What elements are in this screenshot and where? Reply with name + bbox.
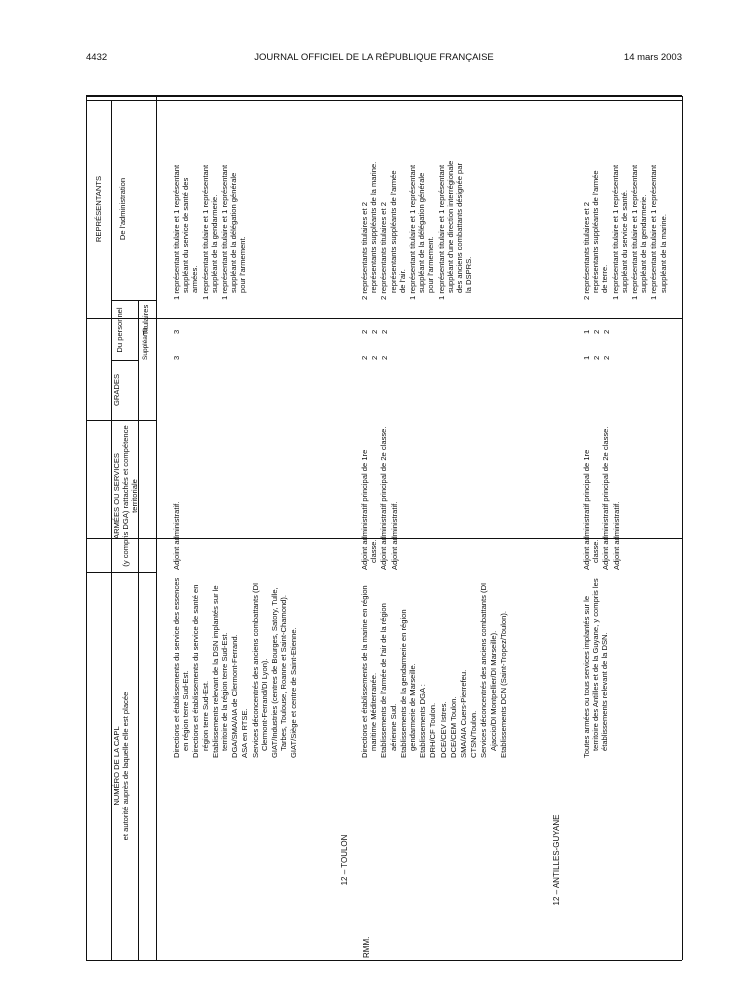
capl-heading: NUMÉRO DE LA CAPL et autorité auprès de laquelle elle est placée bbox=[112, 691, 130, 841]
row1-armees: Directions et établissements du service des essences en région terre Sud-Est. Directions et établissements du service de santé en région terre Sud-Est. Etablissements relevant de la DSN implantés sur le territoire de la région terre Sud-Est. DGA/SMA/AIA de Clermont-Ferrand. ASA en RTSE. Services déconcentrés des anciens combattants (DI Clermont-Ferrand/DI Lyon). GIAT/Industries (centres de Bourges, Satory, Tulle, Tarbes, Toulouse, Roanne et Saint-Chamond). GIAT/Siège et centre de Saint-Etienne. bbox=[172, 577, 299, 758]
row1-grades: Adjoint administratif. bbox=[172, 501, 181, 570]
row2-authority: RMM. bbox=[362, 936, 371, 958]
row3-suppleants: 1 2 2 bbox=[582, 329, 612, 334]
representants-heading: REPRÉSENTANTS bbox=[94, 175, 103, 243]
row2-suppleants: 2 2 2 bbox=[360, 329, 390, 334]
publication-date: 14 mars 2003 bbox=[623, 52, 682, 63]
row1-titulaires: 3 bbox=[172, 355, 181, 360]
du-personnel-heading: Du personnel bbox=[115, 307, 124, 353]
page-number: 4432 bbox=[86, 52, 108, 63]
row2-armees: Directions et établissements de la marine en région maritime Méditerranée. Etablissements de l'armée de l'air de la région aérienne Sud. Etablissements de la gendarmerie en région gendarmerie de Marseille. Etablissements DGA : DRH/CF Toulon. DCE/CEV Istres. DCE/CEM Toulon. SMA/AIA Cuers-Pierrefeu. CTSN/Toulon. Services déconcentrés des anciens combattants (DI Ajaccio/DI Montpellier/DI Marseille). Etablissements DCN (Saint-Tropez/Toulon). bbox=[360, 582, 508, 758]
row2-titulaires: 2 2 2 bbox=[360, 355, 390, 360]
journal-title: JOURNAL OFFICIEL DE LA RÉPUBLIQUE FRANÇAISE bbox=[254, 52, 494, 63]
row1-suppleants: 3 bbox=[172, 329, 181, 334]
row3-grades: Adjoint administratif principal de 1re classe. Adjoint administratif principal de 2e classe. Adjoint administratif. bbox=[582, 426, 621, 570]
row3-titulaires: 1 2 2 bbox=[582, 355, 612, 360]
row2-capl-number: 12 – TOULON bbox=[340, 834, 349, 886]
administration-heading: De l'administration bbox=[118, 177, 127, 241]
armees-heading: ARMÉES OU SERVICES (y compris DGA) rattachés et compétence territoriale bbox=[112, 425, 139, 567]
grades-heading: GRADES bbox=[112, 373, 121, 407]
row2-grades: Adjoint administratif principal de 1re classe. Adjoint administratif principal de 2e classe. Adjoint administratif. bbox=[360, 426, 399, 570]
suppleants-heading: Suppléants bbox=[142, 327, 149, 360]
row2-administration: 2 représentants titulaires et 2 représentants suppléants de la marine. 2 représentants titulaires et 2 représentants suppléants de l'armée de l'air. 1 représentant titulaire et 1 représentant suppléant de la délégation générale pour l'armement. 1 représentant titulaire et 1 représentant suppléant d'une direction interrégionale des anciens combattants désignée par la DSPRS. bbox=[360, 160, 474, 300]
row3-armees: Toutes armées ou tous services implantés sur le territoire des Antilles et de la Guyane, y compris les établissements relevant de la DSN. bbox=[582, 578, 610, 758]
row3-capl-number: 12 – ANTILLES-GUYANE bbox=[552, 814, 561, 906]
row3-administration: 2 représentants titulaires et 2 représentants suppléants de l'armée de terre. 1 représentant titulaire et 1 représentant suppléant du service de santé. 1 représentant titulaire et 1 représentant suppléant de la gendarmerie. 1 représentant titulaire et 1 représentant suppléant de la marine. bbox=[582, 164, 668, 300]
titulaires-heading: Titulaires bbox=[141, 304, 150, 336]
row1-administration: 1 représentant titulaire et 1 représentant suppléant du service de santé des armées. 1 représentant titulaire et 1 représentant suppléant de la gendarmerie. 1 représentant titulaire et 1 représentant suppléant de la délégation générale pour l'armement. bbox=[172, 164, 248, 300]
